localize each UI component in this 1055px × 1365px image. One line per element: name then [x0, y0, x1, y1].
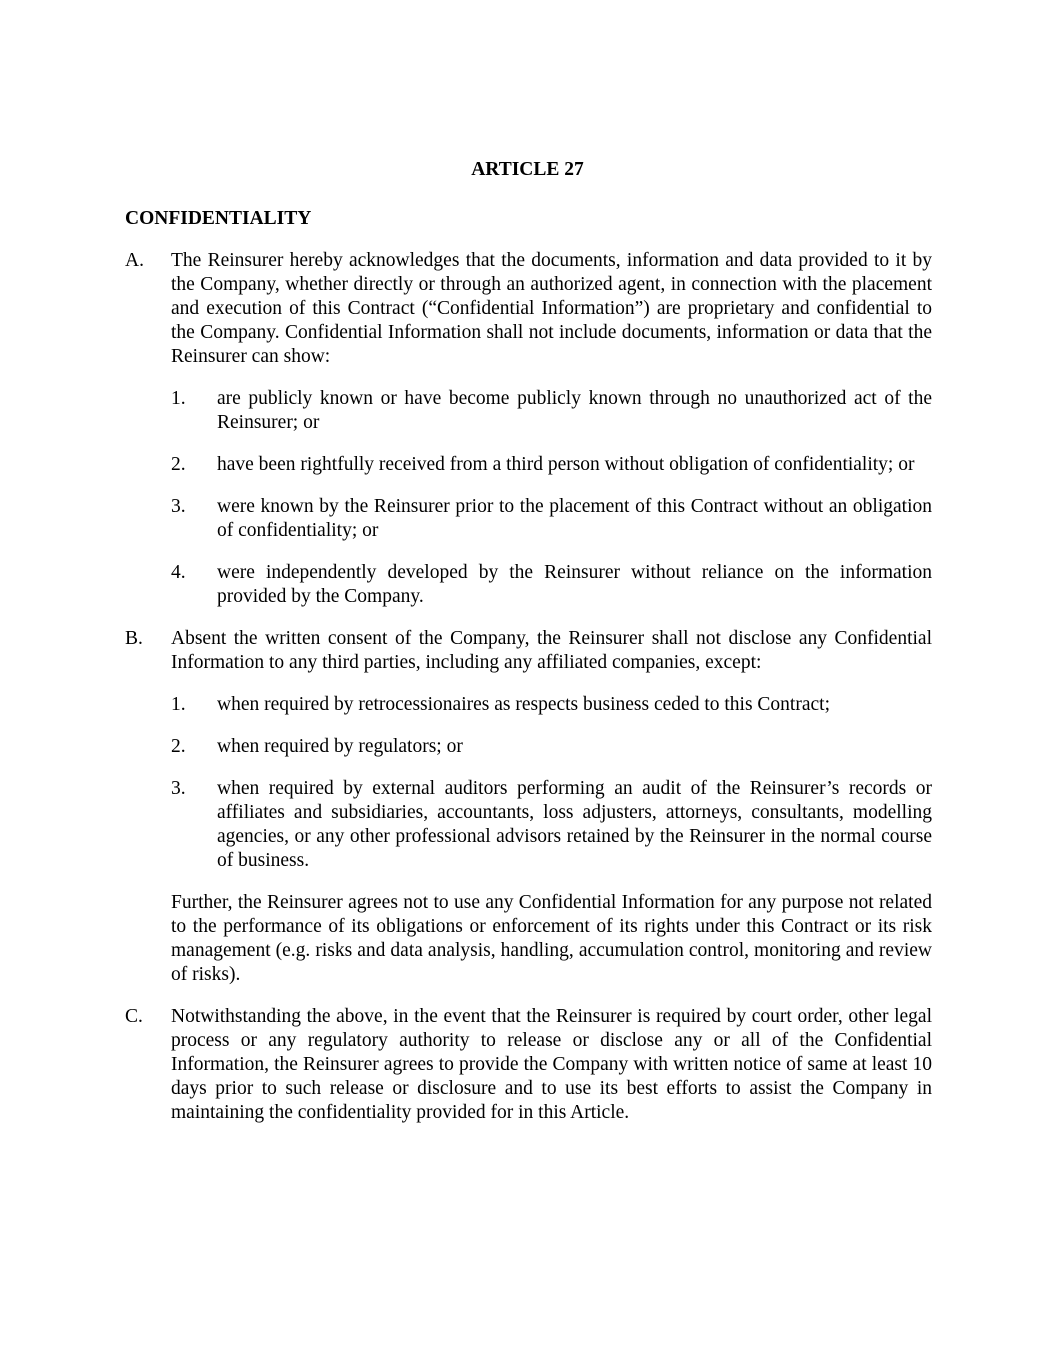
list-item-marker: 1.	[171, 388, 186, 409]
section-a-item-1	[125, 387, 932, 435]
section-b-item-2	[125, 735, 932, 759]
section-b-item-1	[125, 693, 932, 717]
list-item-marker: 2.	[171, 454, 186, 475]
section-a-text: The Reinsurer hereby acknowledges that the documents, information and data provided to it by the Company, whether directly or through an authorized agent, in connection with the placement and execution of this Contract (“Confidential Information”) are proprietary and confidential to the Company. Confidential Information shall not include documents, information or data that the Reinsurer can show:	[171, 250, 932, 367]
list-item-text: are publicly known or have become publicly known through no unauthorized act of the Reinsurer; or	[217, 388, 932, 433]
list-item-marker: 3.	[171, 778, 186, 799]
list-item-marker: 4.	[171, 562, 186, 583]
list-item-text: when required by retrocessionaires as respects business ceded to this Contract;	[217, 694, 830, 715]
list-item-text: were known by the Reinsurer prior to the placement of this Contract without an obligation of confidentiality; or	[217, 496, 932, 541]
list-item-text: when required by external auditors performing an audit of the Reinsurer’s records or affiliates and subsidiaries, accountants, loss adjusters, attorneys, consultants, modelling agencies, or any other professional advisors retained by the Reinsurer in the normal course of business.	[217, 778, 932, 871]
section-b-further-paragraph: Further, the Reinsurer agrees not to use any Confidential Information for any purpose not related to the performance of its obligations or enforcement of its rights under this Contract or its risk management (e.g. risks and data analysis, handling, accumulation control, monitoring and review of risks).	[171, 892, 932, 985]
list-item-marker: 3.	[171, 496, 186, 517]
section-a-marker: A.	[125, 250, 144, 271]
section-b-text: Absent the written consent of the Company, the Reinsurer shall not disclose any Confidential Information to any third parties, including any affiliated companies, except:	[171, 628, 932, 673]
list-item-text: have been rightfully received from a third person without obligation of confidentiality; or	[217, 454, 915, 475]
section-c-text: Notwithstanding the above, in the event that the Reinsurer is required by court order, other legal process or any regulatory authority to release or disclose any or all of the Confidential Information, the Reinsurer agrees to provide the Company with written notice of same at least 10 days prior to such release or disclosure and to use its best efforts to assist the Company in maintaining the confidentiality provided for in this Article.	[171, 1006, 932, 1123]
section-a-item-3	[125, 495, 932, 543]
article-title: ARTICLE 27	[471, 159, 584, 180]
document-body	[125, 249, 932, 1143]
section-b-marker: B.	[125, 628, 143, 649]
list-item-marker: 1.	[171, 694, 186, 715]
list-item-text: when required by regulators; or	[217, 736, 463, 757]
list-item-marker: 2.	[171, 736, 186, 757]
list-item-text: were independently developed by the Reinsurer without reliance on the information provided by the Company.	[217, 562, 932, 607]
section-c	[125, 1005, 932, 1125]
section-c-marker: C.	[125, 1006, 143, 1027]
section-b-item-3	[125, 777, 932, 873]
section-a-item-4	[125, 561, 932, 609]
section-b	[125, 627, 932, 675]
section-a-item-2	[125, 453, 932, 477]
section-heading: CONFIDENTIALITY	[125, 208, 312, 229]
section-a	[125, 249, 932, 369]
